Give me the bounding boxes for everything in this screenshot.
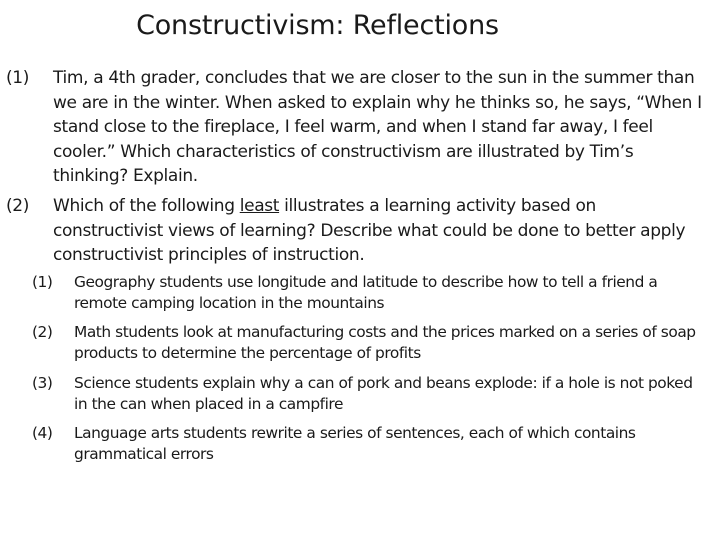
question-text: Tim, a 4th grader, concludes that we are closer to the sun in the summer than we are in the winter. When asked to explain why he thinks so, he says, “When I stand close to the fireplace, I feel warm, and when I stand far away, I feel cooler.” Which characteristics of constructivism are illustrated by Tim’s thinking? Explain. (53, 68, 702, 186)
option-number: (3) (32, 374, 53, 392)
question-1 (6, 66, 706, 189)
question-text (53, 194, 706, 268)
option-text: Language arts students rewrite a series of sentences, each of which contains grammatical errors (74, 424, 636, 463)
question-number: (2) (6, 196, 30, 216)
option-text: Math students look at manufacturing costs and the prices marked on a series of soap products to determine the percentage of profits (74, 323, 696, 362)
question-text-before: Which of the following (53, 196, 240, 216)
option-text: Geography students use longitude and latitude to describe how to tell a friend a remote camping location in the mountains (74, 273, 658, 312)
option-2 (32, 322, 707, 363)
question-2 (6, 194, 706, 268)
slide-title: Constructivism: Reflections (136, 10, 499, 41)
option-number: (2) (32, 323, 53, 341)
option-1 (32, 272, 707, 313)
emphasis-least: least (239, 196, 280, 216)
option-number: (4) (32, 424, 53, 442)
question-number: (1) (6, 68, 30, 88)
option-number: (1) (32, 273, 53, 291)
question-text-after: illustrates a learning activity based on constructivist views of learning? Describe what could be done to better apply constructivist principles of instruction. (53, 196, 686, 265)
option-3 (32, 373, 707, 414)
option-4 (32, 423, 707, 464)
option-text: Science students explain why a can of pork and beans explode: if a hole is not poked in the can when placed in a campfire (74, 374, 693, 413)
